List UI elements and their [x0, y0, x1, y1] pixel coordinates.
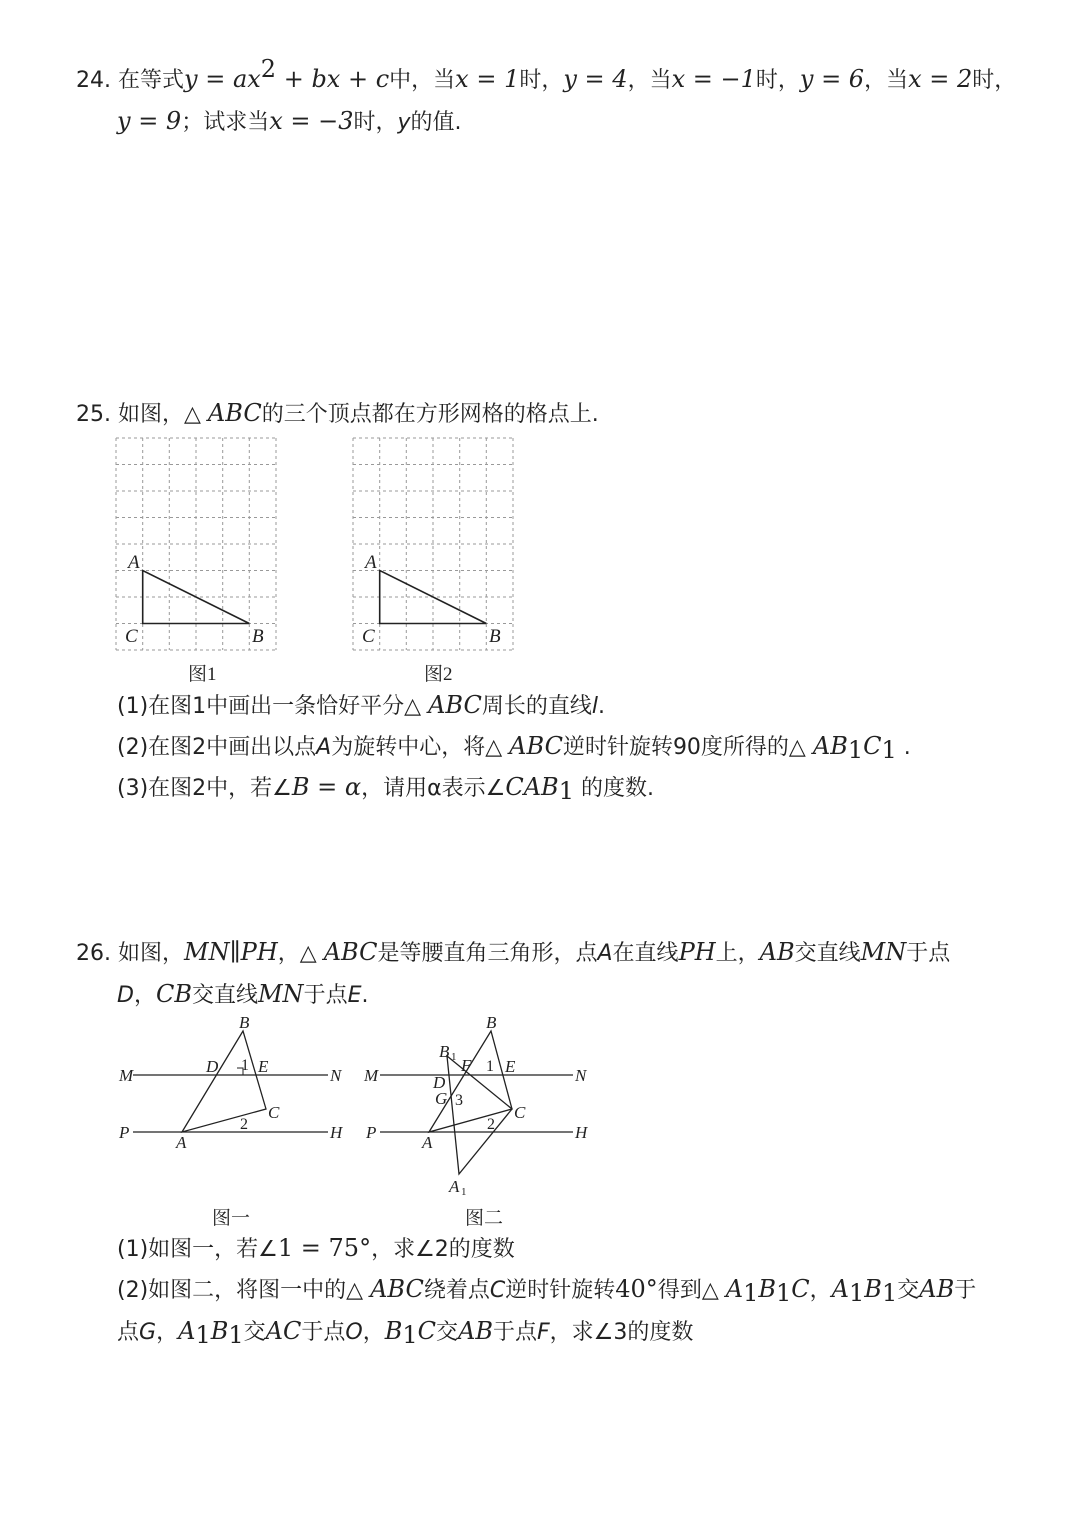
- q26-variable: F: [537, 1320, 550, 1345]
- q26-text: 逆时针旋转: [505, 1278, 616, 1303]
- q24-condition: y = 6: [799, 65, 865, 93]
- label-angle-1: 1: [486, 1058, 494, 1075]
- q26-text: 交直线: [794, 941, 861, 966]
- q26-variable: O: [345, 1320, 363, 1345]
- q26-text: 交: [243, 1320, 266, 1345]
- q26-text: 绕着点: [423, 1278, 490, 1303]
- q25-number: 25.: [76, 402, 111, 427]
- label-b: B: [239, 1013, 250, 1032]
- q26-text: 交: [436, 1320, 459, 1345]
- q26-number: 26.: [76, 941, 111, 966]
- q26-text: 得到△: [657, 1278, 726, 1303]
- q26-text: ，: [362, 1320, 385, 1345]
- q26-variable: G: [139, 1320, 157, 1345]
- q25-part3: [117, 772, 654, 804]
- q24-text: 时，: [755, 68, 800, 93]
- q24-exponent: 2: [260, 55, 277, 83]
- q26-part1: [117, 1233, 515, 1265]
- q26-text: ，: [156, 1320, 179, 1345]
- q26-text: 交直线: [191, 983, 258, 1008]
- q26-line-name: A: [178, 1317, 196, 1345]
- q24-equation-rest: + bx + c: [276, 65, 390, 93]
- q25-text: 的三个顶点都在方形网格的格点上.: [261, 402, 599, 427]
- q25-triangle-name: ABC: [428, 691, 482, 719]
- q26-variable: D: [117, 983, 134, 1008]
- q25-variable: A: [316, 735, 332, 760]
- triangle-abc: [182, 1031, 266, 1132]
- q25-text: (3)在图2中，若∠: [117, 776, 292, 801]
- q25-text: (1)在图1中画出一条恰好平分△: [117, 694, 429, 719]
- q25-triangle-name: ABC: [207, 399, 262, 427]
- q25-angle-name: CAB: [505, 773, 559, 801]
- q26-triangle-name: C: [791, 1275, 810, 1303]
- q26-line-name: B: [210, 1317, 229, 1345]
- label-a: A: [422, 1133, 433, 1152]
- q25-fig2-caption: 图2: [424, 664, 453, 685]
- label-angle-1: 1: [241, 1057, 249, 1074]
- q25-fig1-caption: 图1: [188, 664, 217, 685]
- q26-fig1-caption: 图一: [212, 1208, 251, 1229]
- label-p: P: [366, 1123, 377, 1142]
- q26-part2-line1: [117, 1274, 976, 1306]
- q26-text: 交: [897, 1278, 920, 1303]
- q24-condition: x = 1: [455, 65, 520, 93]
- label-p: P: [119, 1123, 130, 1142]
- q26-text: (1)如图一，若∠: [117, 1237, 278, 1262]
- q26-text: ，求∠2的度数: [371, 1237, 515, 1262]
- label-b: B: [489, 626, 501, 647]
- q26-line-name: B: [384, 1317, 403, 1345]
- q26-intro-line2: [117, 979, 368, 1011]
- q24-text: 中，当: [389, 68, 456, 93]
- q26-line-name: AB: [919, 1275, 955, 1303]
- q26-line-name: AC: [265, 1317, 302, 1345]
- q26-line-name: CB: [155, 980, 192, 1008]
- q24-text: 时，: [519, 68, 564, 93]
- q26-subscript: 1: [776, 1279, 792, 1307]
- q25-part1: [117, 690, 605, 722]
- q24-condition: x = −1: [671, 65, 756, 93]
- q25-triangle-name: ABC: [509, 732, 563, 760]
- q24-condition: x = −3: [269, 107, 354, 135]
- q26-line-name: MN: [257, 980, 304, 1008]
- q26-intro-line1: [76, 937, 950, 969]
- q26-variable: C: [489, 1278, 506, 1303]
- q26-text: ，求∠3的度数: [549, 1320, 694, 1345]
- q26-text: 如图，: [118, 941, 185, 966]
- q24-line1: [76, 55, 1017, 96]
- label-e: E: [505, 1057, 516, 1076]
- label-m: M: [119, 1066, 134, 1085]
- q25-subscript: 1: [847, 736, 864, 764]
- label-c: C: [362, 626, 375, 647]
- q26-condition: 1 = 75°: [277, 1234, 372, 1262]
- q26-subscript: 1: [743, 1279, 759, 1307]
- q25-grid-figure-1: [116, 438, 278, 653]
- q26-variable: E: [347, 983, 362, 1008]
- q24-condition: x = 2: [908, 65, 973, 93]
- label-angle-3: 3: [455, 1092, 463, 1109]
- q25-variable: l: [591, 694, 598, 719]
- q24-text: 的值.: [410, 110, 462, 135]
- q25-text: 如图，△: [118, 402, 208, 427]
- q26-figure-1: [115, 1012, 355, 1152]
- q25-text: (2)在图2中画出以点: [117, 735, 317, 760]
- label-a1-subscript: 1: [461, 1186, 467, 1198]
- q24-text: 在等式: [118, 68, 185, 93]
- label-d: D: [433, 1073, 446, 1092]
- label-f: F: [461, 1056, 472, 1075]
- q24-condition: y = 4: [563, 65, 628, 93]
- q24-equation: y = ax: [184, 65, 261, 93]
- q26-text: .: [361, 983, 369, 1008]
- q26-condition: 40°: [615, 1275, 658, 1303]
- label-h: H: [330, 1123, 343, 1142]
- q26-triangle-name: ABC: [323, 938, 378, 966]
- label-g: G: [435, 1089, 448, 1108]
- q26-triangle-name: B: [758, 1275, 776, 1303]
- q26-triangle-name: ABC: [370, 1275, 424, 1303]
- q24-condition: y = 9: [117, 107, 182, 135]
- q26-text: 于点: [493, 1320, 538, 1345]
- label-angle-2: 2: [487, 1116, 495, 1133]
- q24-text: ，当: [627, 68, 672, 93]
- q26-line-name: C: [417, 1317, 437, 1345]
- label-b1: B: [439, 1042, 450, 1061]
- label-c: C: [514, 1103, 526, 1122]
- q26-text: 点: [117, 1320, 140, 1345]
- q26-text: 上，: [715, 941, 760, 966]
- label-n: N: [330, 1066, 342, 1085]
- label-e: E: [258, 1057, 269, 1076]
- q26-text: 于: [954, 1278, 977, 1303]
- q26-subscript: 1: [402, 1321, 418, 1349]
- label-h: H: [575, 1123, 588, 1142]
- label-n: N: [575, 1066, 587, 1085]
- q25-grid-figure-2: [353, 438, 515, 653]
- q26-text: 于点: [303, 983, 348, 1008]
- q26-parallel-lines: MN∥PH: [184, 938, 278, 966]
- q25-condition: B = α: [291, 773, 362, 801]
- q25-text: .: [896, 735, 911, 760]
- q25-triangle-name: C: [863, 732, 882, 760]
- q26-line-name: MN: [860, 938, 907, 966]
- q26-subscript: 1: [228, 1321, 244, 1349]
- q25-text: 为旋转中心，将△: [331, 735, 510, 760]
- q26-subscript: 1: [849, 1279, 865, 1307]
- label-b1-subscript: 1: [451, 1051, 457, 1063]
- label-angle-2: 2: [240, 1116, 248, 1133]
- q25-subscript: 1: [881, 736, 897, 764]
- q26-text: ，: [133, 983, 156, 1008]
- q26-fig2-caption: 图二: [465, 1208, 504, 1229]
- q26-line-name: B: [864, 1275, 882, 1303]
- q26-text: 是等腰直角三角形，点: [377, 941, 598, 966]
- label-d: D: [206, 1057, 219, 1076]
- label-a: A: [128, 552, 140, 573]
- q25-text: 周长的直线: [481, 694, 592, 719]
- q26-text: 于点: [301, 1320, 346, 1345]
- label-a: A: [176, 1133, 187, 1152]
- q25-subscript: 1: [558, 777, 574, 805]
- q26-triangle-name: A: [725, 1275, 744, 1303]
- q24-number: 24.: [76, 68, 111, 93]
- q24-text: 时，: [353, 110, 398, 135]
- q24-line2: [117, 106, 462, 138]
- label-m: M: [364, 1066, 379, 1085]
- q25-text: .: [598, 694, 605, 719]
- q25-part2: [117, 731, 911, 763]
- q26-text: ，△: [277, 941, 324, 966]
- q26-line-name: A: [831, 1275, 850, 1303]
- q26-text: 于点: [906, 941, 951, 966]
- q25-intro: [76, 398, 599, 430]
- q24-text: 时，: [972, 68, 1017, 93]
- q26-figure-2: [360, 1012, 600, 1197]
- q25-triangle-name: AB: [812, 732, 848, 760]
- q24-variable: y: [397, 110, 411, 135]
- label-a1: A: [449, 1177, 460, 1196]
- q26-subscript: 1: [881, 1279, 898, 1307]
- q25-text: ，请用α表示∠: [361, 776, 506, 801]
- q24-text: ，当: [864, 68, 909, 93]
- q24-text: ；试求当: [181, 110, 270, 135]
- q26-part2-line2: [117, 1316, 693, 1348]
- q26-variable: A: [597, 941, 613, 966]
- q26-subscript: 1: [195, 1321, 211, 1349]
- q26-line-name: PH: [678, 938, 716, 966]
- q26-line-name: AB: [759, 938, 795, 966]
- label-b: B: [252, 626, 264, 647]
- q25-text: 的度数.: [573, 776, 654, 801]
- label-c: C: [268, 1103, 280, 1122]
- label-c: C: [125, 626, 138, 647]
- label-b: B: [486, 1013, 497, 1032]
- q26-text: ，: [809, 1278, 832, 1303]
- q26-text: 在直线: [612, 941, 679, 966]
- q26-line-name: AB: [458, 1317, 493, 1345]
- q26-text: (2)如图二，将图一中的△: [117, 1278, 371, 1303]
- label-a: A: [365, 552, 377, 573]
- q25-text: 逆时针旋转90度所得的△: [562, 735, 813, 760]
